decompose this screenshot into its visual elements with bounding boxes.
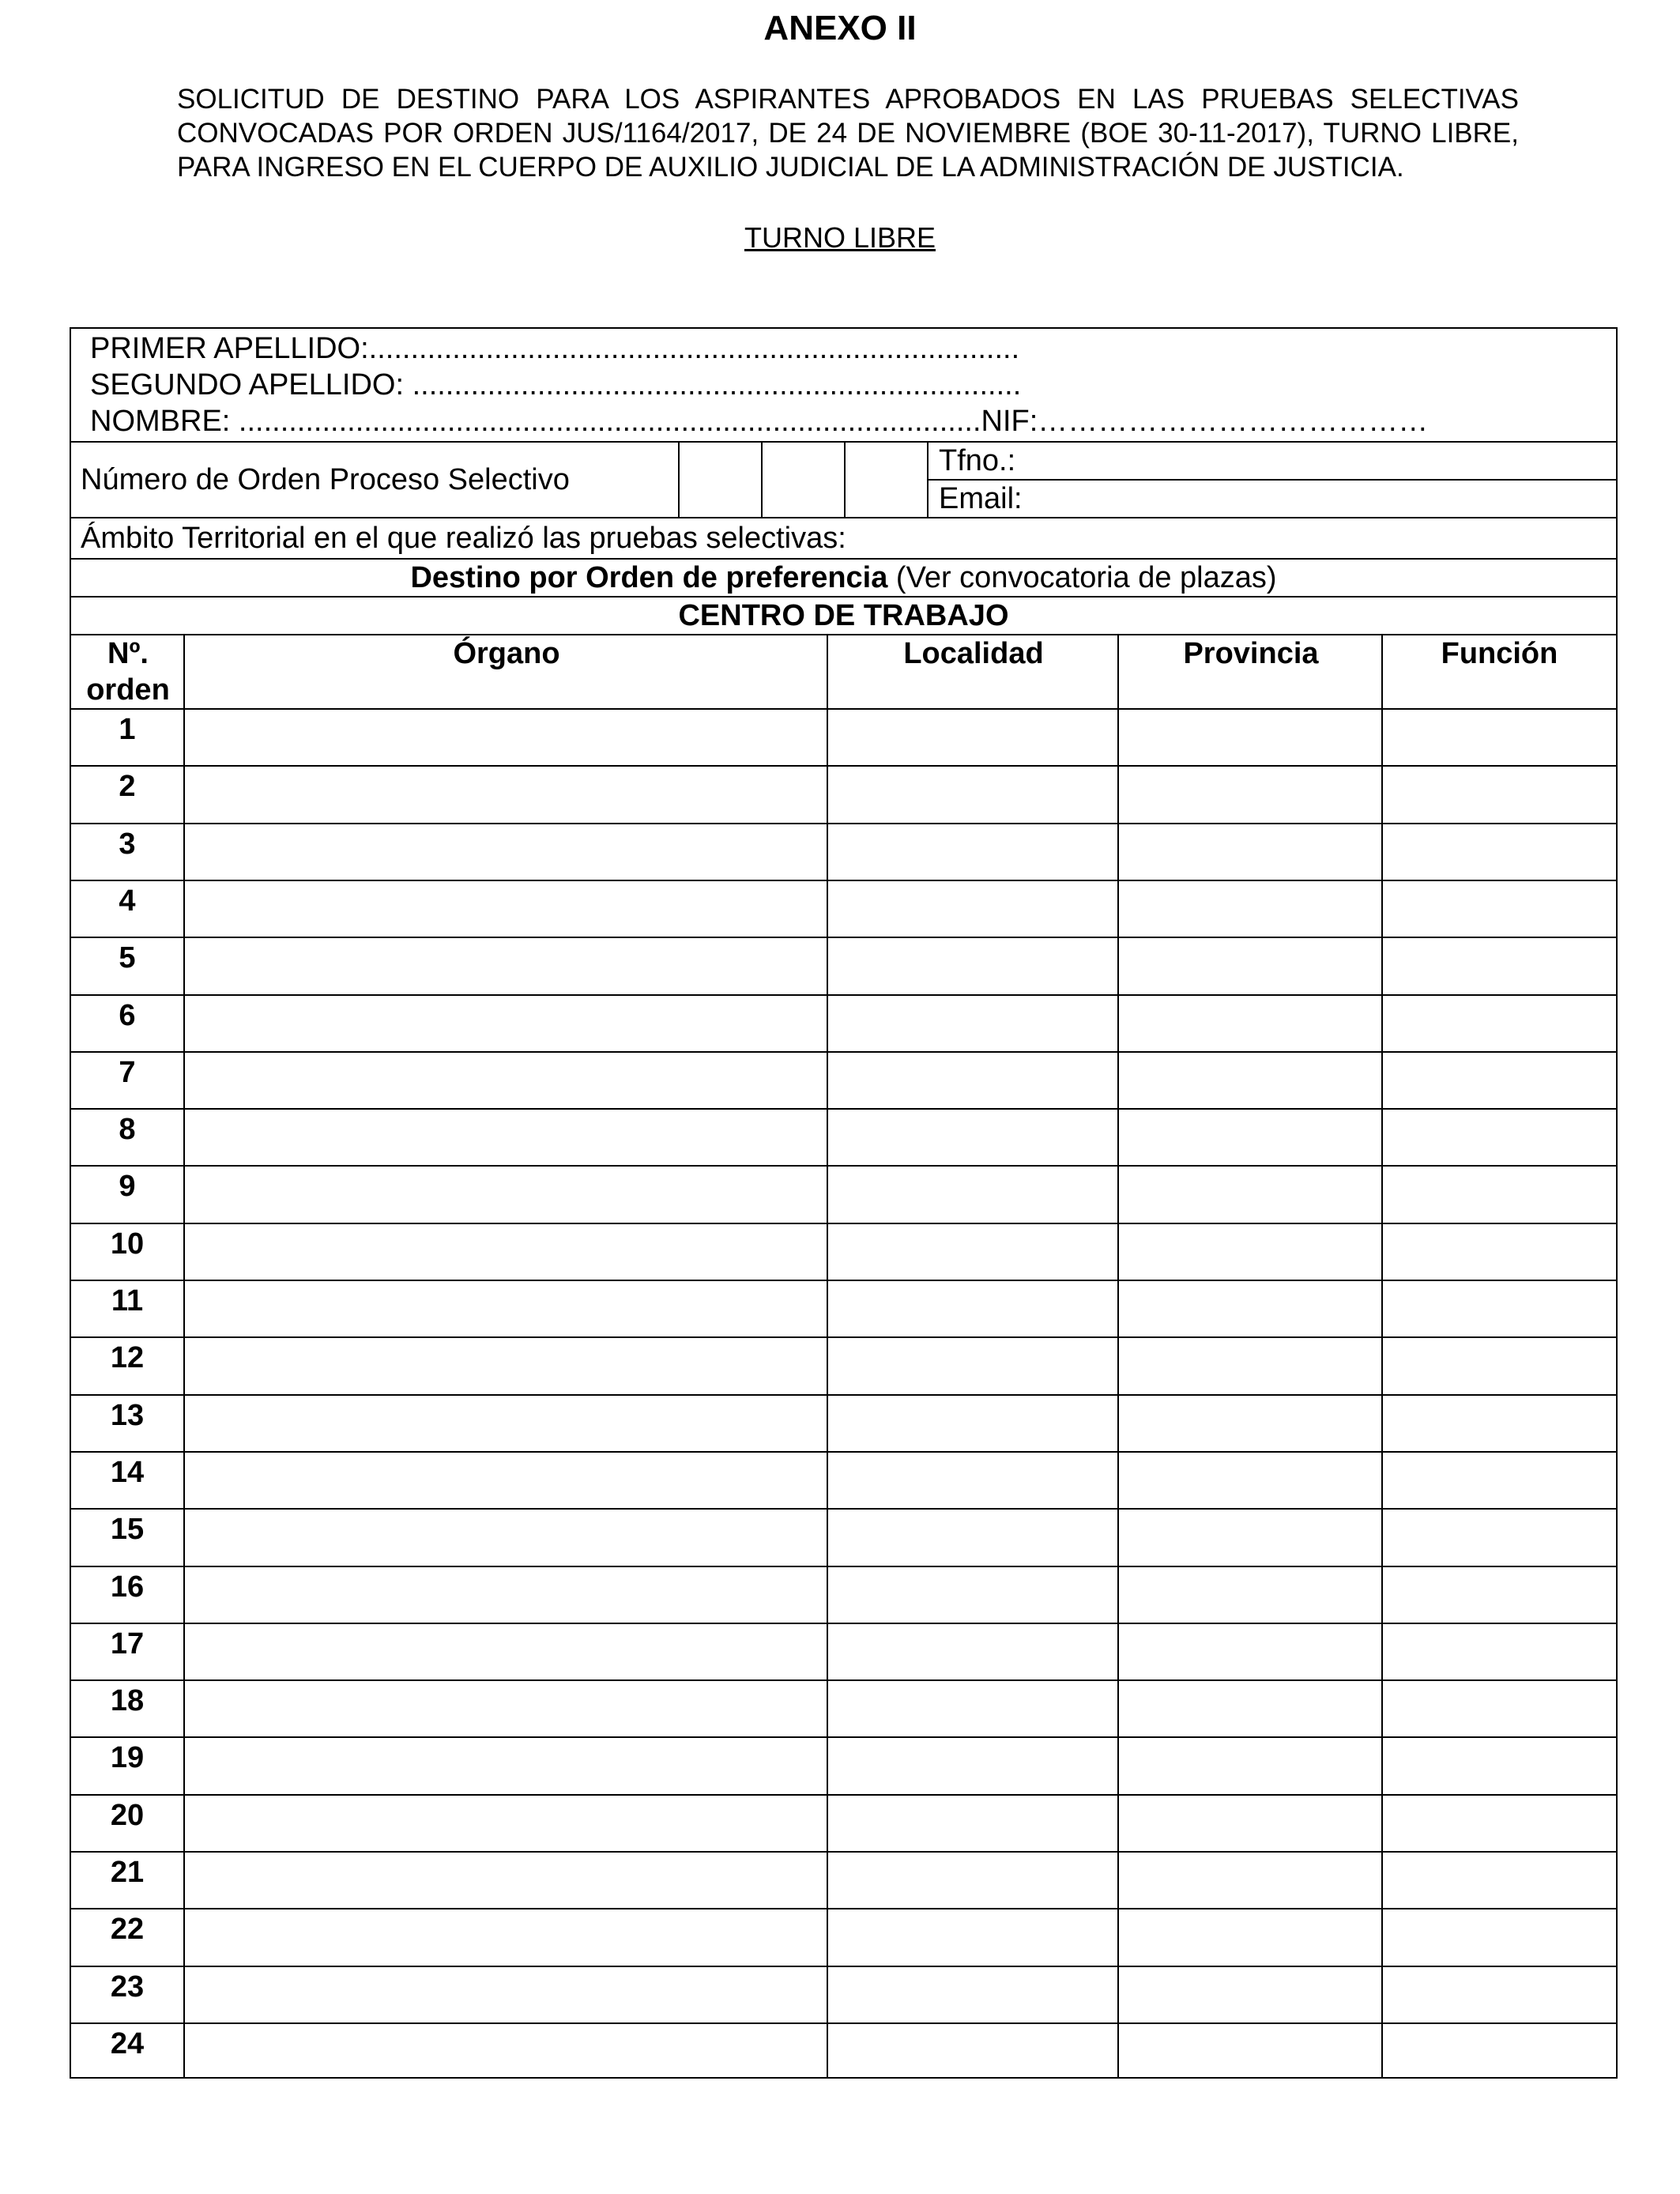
divider: [927, 441, 929, 518]
cell-organo[interactable]: [185, 1681, 827, 1736]
cell-provincia[interactable]: [1119, 1853, 1381, 1908]
destino-note: (Ver convocatoria de plazas): [887, 561, 1277, 594]
orden-box-3[interactable]: [846, 443, 927, 517]
cell-localidad[interactable]: [828, 938, 1117, 993]
cell-organo[interactable]: [185, 1738, 827, 1793]
divider: [929, 479, 1616, 481]
intro-text: SOLICITUD DE DESTINO PARA LOS ASPIRANTES APROBADOS EN LAS PRUEBAS SELECTIVAS CONVOCADAS POR ORDEN JUS/1164/2017, DE 24 DE NOVIEMBRE (BOE 30-11-2017), TURNO LIBRE, PARA INGRESO EN EL CUERPO DE AUXILIO JUDICIAL DE LA ADMINISTRACIÓN DE JUSTICIA.: [177, 84, 1519, 183]
row-number: 3: [119, 827, 136, 861]
cell-organo[interactable]: [185, 1053, 827, 1108]
cell-localidad[interactable]: [828, 996, 1117, 1051]
row-number: 11: [111, 1284, 144, 1318]
cell-funcion[interactable]: [1383, 1853, 1616, 1908]
col-header-localidad: Localidad: [903, 637, 1044, 670]
cell-localidad[interactable]: [828, 710, 1117, 765]
row-number: 6: [119, 999, 136, 1032]
cell-localidad[interactable]: [828, 767, 1117, 822]
cell-provincia[interactable]: [1119, 1510, 1381, 1565]
cell-funcion[interactable]: [1383, 710, 1616, 765]
cell-funcion[interactable]: [1383, 767, 1616, 822]
cell-organo[interactable]: [185, 1453, 827, 1508]
cell-provincia[interactable]: [1119, 881, 1381, 937]
orden-box-1[interactable]: [680, 443, 761, 517]
cell-organo[interactable]: [185, 1624, 827, 1679]
cell-localidad[interactable]: [828, 1510, 1117, 1565]
cell-localidad[interactable]: [828, 1453, 1117, 1508]
cell-provincia[interactable]: [1119, 2024, 1381, 2079]
cell-provincia[interactable]: [1119, 1796, 1381, 1851]
cell-funcion[interactable]: [1383, 881, 1616, 937]
cell-organo[interactable]: [185, 767, 827, 822]
cell-localidad[interactable]: [828, 1909, 1117, 1965]
cell-funcion[interactable]: [1383, 1738, 1616, 1793]
row-number: 10: [110, 1227, 145, 1261]
cell-funcion[interactable]: [1383, 996, 1616, 1051]
cell-provincia[interactable]: [1119, 1338, 1381, 1393]
cell-provincia[interactable]: [1119, 1281, 1381, 1336]
cell-localidad[interactable]: [828, 1338, 1117, 1393]
cell-localidad[interactable]: [828, 824, 1117, 880]
cell-provincia[interactable]: [1119, 1053, 1381, 1108]
cell-organo[interactable]: [185, 710, 827, 765]
cell-funcion[interactable]: [1383, 1224, 1616, 1280]
row-number: 23: [110, 1970, 145, 2004]
row-number: 17: [110, 1627, 145, 1661]
cell-organo[interactable]: [185, 1510, 827, 1565]
row-number: 20: [110, 1799, 145, 1832]
cell-organo[interactable]: [185, 1853, 827, 1908]
cell-provincia[interactable]: [1119, 824, 1381, 880]
cell-localidad[interactable]: [828, 1053, 1117, 1108]
cell-provincia[interactable]: [1119, 710, 1381, 765]
col-header-organo: Órgano: [453, 637, 560, 670]
col-header-orden-1: Nº.: [107, 637, 149, 670]
row-number: 13: [110, 1399, 145, 1432]
cell-localidad[interactable]: [828, 1853, 1117, 1908]
cell-organo[interactable]: [185, 1281, 827, 1336]
cell-organo[interactable]: [185, 1909, 827, 1965]
cell-localidad[interactable]: [828, 2024, 1117, 2079]
cell-funcion[interactable]: [1383, 1167, 1616, 1222]
cell-provincia[interactable]: [1119, 1967, 1381, 2022]
cell-organo[interactable]: [185, 1167, 827, 1222]
cell-localidad[interactable]: [828, 1396, 1117, 1451]
cell-localidad[interactable]: [828, 1796, 1117, 1851]
cell-localidad[interactable]: [828, 1281, 1117, 1336]
cell-provincia[interactable]: [1119, 1681, 1381, 1736]
application-form: [70, 327, 1618, 2079]
cell-funcion[interactable]: [1383, 1110, 1616, 1165]
col-header-provincia: Provincia: [1183, 637, 1319, 670]
cell-provincia[interactable]: [1119, 1738, 1381, 1793]
cell-funcion[interactable]: [1383, 1338, 1616, 1393]
cell-organo[interactable]: [185, 1110, 827, 1165]
cell-provincia[interactable]: [1119, 1624, 1381, 1679]
destino-heading: [71, 560, 1616, 596]
cell-funcion[interactable]: [1383, 2024, 1616, 2079]
cell-funcion[interactable]: [1383, 1796, 1616, 1851]
cell-localidad[interactable]: [828, 1567, 1117, 1623]
row-number: 22: [110, 1913, 145, 1946]
cell-localidad[interactable]: [828, 1110, 1117, 1165]
cell-localidad[interactable]: [828, 1681, 1117, 1736]
cell-localidad[interactable]: [828, 1967, 1117, 2022]
cell-organo[interactable]: [185, 824, 827, 880]
cell-localidad[interactable]: [828, 1167, 1117, 1222]
cell-provincia[interactable]: [1119, 1110, 1381, 1165]
row-number: 19: [110, 1741, 145, 1774]
cell-provincia[interactable]: [1119, 1167, 1381, 1222]
cell-funcion[interactable]: [1383, 1453, 1616, 1508]
row-number: 18: [110, 1684, 145, 1717]
cell-organo[interactable]: [185, 1338, 827, 1393]
tfno-field[interactable]: Tfno.:: [939, 444, 1016, 477]
row-number: 7: [119, 1056, 136, 1089]
cell-funcion[interactable]: [1383, 1624, 1616, 1679]
cell-organo[interactable]: [185, 996, 827, 1051]
cell-localidad[interactable]: [828, 881, 1117, 937]
cell-localidad[interactable]: [828, 1738, 1117, 1793]
col-header-orden-2: orden: [86, 673, 170, 707]
row-number: 24: [110, 2027, 145, 2060]
cell-funcion[interactable]: [1383, 1567, 1616, 1623]
cell-funcion[interactable]: [1383, 1396, 1616, 1451]
cell-organo[interactable]: [185, 1567, 827, 1623]
cell-organo[interactable]: [185, 1796, 827, 1851]
cell-funcion[interactable]: [1383, 1053, 1616, 1108]
segundo-apellido-field[interactable]: SEGUNDO APELLIDO: .........................................................................: [90, 368, 1022, 401]
nombre-nif-field[interactable]: NOMBRE: .........................................................................................NIF:…………………………………: [90, 405, 1429, 438]
cell-provincia[interactable]: [1119, 938, 1381, 993]
cell-provincia[interactable]: [1119, 1224, 1381, 1280]
centro-trabajo-heading: CENTRO DE TRABAJO: [678, 599, 1009, 632]
primer-apellido-field[interactable]: PRIMER APELLIDO:..............................................................................: [90, 332, 1020, 365]
row-number: 15: [110, 1513, 145, 1546]
row-number: 16: [110, 1570, 145, 1604]
orden-box-2[interactable]: [763, 443, 844, 517]
row-number: 21: [110, 1856, 145, 1889]
row-number: 5: [119, 941, 136, 974]
turno-heading: TURNO LIBRE: [744, 221, 936, 254]
cell-organo[interactable]: [185, 1396, 827, 1451]
cell-organo[interactable]: [185, 881, 827, 937]
numero-orden-label: Número de Orden Proceso Selectivo: [81, 463, 570, 496]
annex-title: ANEXO II: [763, 9, 917, 47]
cell-provincia[interactable]: [1119, 996, 1381, 1051]
row-number: 2: [119, 770, 136, 803]
row-number: 1: [119, 713, 136, 746]
cell-funcion[interactable]: [1383, 938, 1616, 993]
cell-organo[interactable]: [185, 2024, 827, 2079]
row-number: 9: [119, 1170, 136, 1203]
cell-provincia[interactable]: [1119, 1396, 1381, 1451]
row-number: 4: [119, 884, 136, 918]
col-header-funcion: Función: [1441, 637, 1558, 670]
ambito-territorial-field[interactable]: Ámbito Territorial en el que realizó las pruebas selectivas:: [81, 522, 846, 555]
cell-funcion[interactable]: [1383, 1909, 1616, 1965]
cell-organo[interactable]: [185, 938, 827, 993]
cell-funcion[interactable]: [1383, 1681, 1616, 1736]
cell-funcion[interactable]: [1383, 1281, 1616, 1336]
cell-organo[interactable]: [185, 1967, 827, 2022]
destino-bold: Destino por Orden de preferencia: [410, 561, 888, 594]
cell-localidad[interactable]: [828, 1224, 1117, 1280]
email-field[interactable]: Email:: [939, 482, 1023, 515]
cell-provincia[interactable]: [1119, 767, 1381, 822]
cell-provincia[interactable]: [1119, 1909, 1381, 1965]
row-number: 8: [119, 1113, 136, 1146]
cell-provincia[interactable]: [1119, 1453, 1381, 1508]
cell-funcion[interactable]: [1383, 824, 1616, 880]
cell-funcion[interactable]: [1383, 1510, 1616, 1565]
row-number: 14: [110, 1456, 145, 1489]
cell-organo[interactable]: [185, 1224, 827, 1280]
cell-localidad[interactable]: [828, 1624, 1117, 1679]
cell-funcion[interactable]: [1383, 1967, 1616, 2022]
row-number: 12: [110, 1341, 145, 1374]
cell-provincia[interactable]: [1119, 1567, 1381, 1623]
